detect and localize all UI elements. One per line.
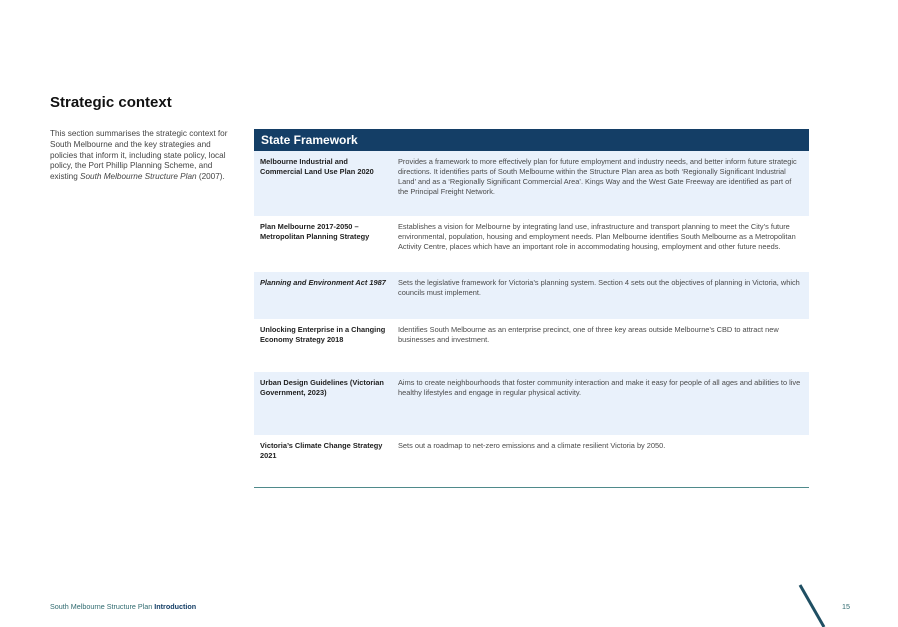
table-row (254, 372, 809, 435)
policy-name: Planning and Environment Act 1987 (260, 278, 386, 287)
table-bottom-rule (254, 487, 809, 488)
table-header: State Framework (254, 129, 809, 151)
intro-paragraph (50, 129, 240, 183)
footer-doc-name: South Melbourne Structure Plan (50, 602, 155, 611)
policy-name: Urban Design Guidelines (Victorian Government, 2023) (260, 378, 384, 397)
policy-description: Aims to create neighbourhoods that foster community interaction and make it easy for people of all ages and abilities to live healthy lifestyles and engage in regular physical activity. (398, 378, 801, 397)
policy-description: Establishes a vision for Melbourne by integrating land use, infrastructure and transport planning to meet the City’s future environmental, population, housing and employment needs. Plan Melbourne identifies South Melbourne as a Metropolitan Activity Centre, places which have an important role in accommodating housing, employment and other future needs. (398, 222, 796, 251)
page-title: Strategic context (50, 94, 172, 111)
state-framework-table (254, 129, 809, 488)
intro-italic-title: South Melbourne Structure Plan (80, 172, 197, 182)
intro-text: This section summarises the strategic context for South Melbourne and the key strategies and policies that inform it, including state policy, local policy, the Port Phillip Planning Scheme, and existing (50, 129, 228, 182)
table-row (254, 216, 809, 272)
policy-name: Plan Melbourne 2017-2050 – Metropolitan Planning Strategy (260, 222, 370, 241)
intro-text-end: (2007). (196, 172, 225, 182)
table-row (254, 319, 809, 372)
policy-description: Identifies South Melbourne as an enterprise precinct, one of three key areas outside Melbourne’s CBD to attract new businesses and investment. (398, 325, 779, 344)
policy-description: Sets the legislative framework for Victoria’s planning system. Section 4 sets out the objectives of planning in Victoria, which councils must implement. (398, 278, 800, 297)
table-row (254, 435, 809, 487)
policy-description: Provides a framework to more effectively plan for future employment and industry needs, and better inform future strategic directions. It identifies parts of South Melbourne within the Structure Plan area as both ‘Regionally Significant Industrial Land’ and as a ‘Regionally Significant Commercial Area’. Kings Way and the West Gate Freeway are identified as part of the Principal Freight Network. (398, 157, 797, 196)
footer-document-title (50, 602, 196, 611)
page-number: 15 (842, 602, 850, 611)
policy-name: Melbourne Industrial and Commercial Land Use Plan 2020 (260, 157, 374, 176)
footer-section-name: Introduction (154, 602, 197, 611)
policy-name: Unlocking Enterprise in a Changing Economy Strategy 2018 (260, 325, 386, 344)
table-row (254, 272, 809, 319)
table-row (254, 151, 809, 216)
policy-name: Victoria’s Climate Change Strategy 2021 (260, 441, 383, 460)
policy-description: Sets out a roadmap to net-zero emissions and a climate resilient Victoria by 2050. (398, 441, 666, 450)
decorative-slash-graphic (796, 584, 830, 627)
